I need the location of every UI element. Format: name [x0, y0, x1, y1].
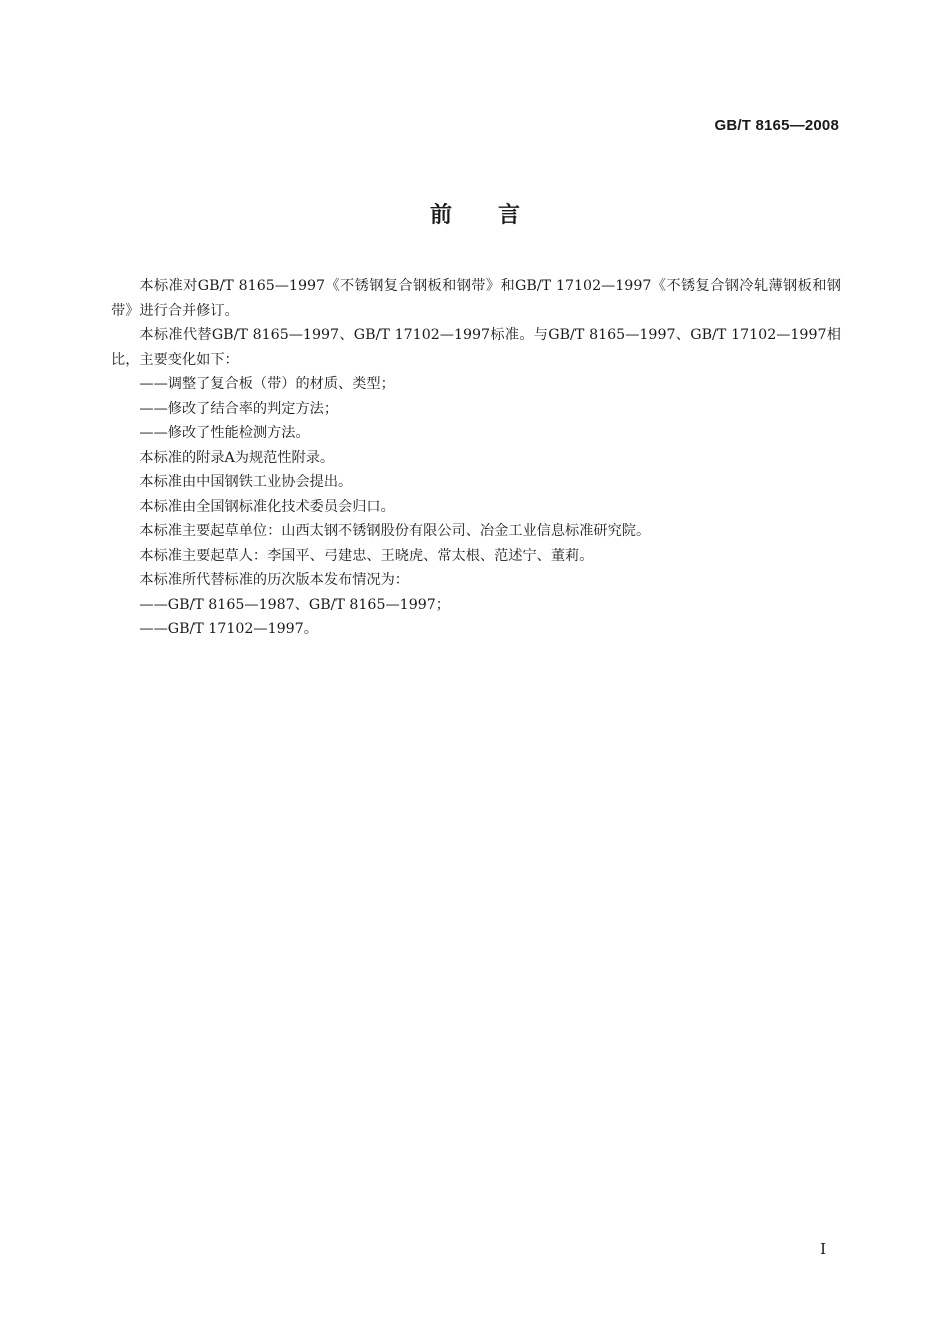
list-item-history-17102: ——GB/T 17102—1997。	[139, 621, 318, 637]
paragraph-history: 本标准所代替标准的历次版本发布情况为：	[139, 572, 409, 588]
paragraph-annex: 本标准的附录A为规范性附录。	[139, 449, 335, 466]
foreword-body	[111, 274, 841, 642]
list-item-change-bond-rate: ——修改了结合率的判定方法；	[139, 400, 339, 417]
page-number: I	[820, 1240, 826, 1258]
paragraph-under-jurisdiction: 本标准由全国钢标准化技术委员会归口。	[139, 498, 395, 515]
paragraph-proposed-by: 本标准由中国钢铁工业协会提出。	[139, 474, 353, 490]
paragraph-replaces: 本标准代替GB/T 8165—1997、GB/T 17102—1997标准。与GB/T 8165—1997、GB/T 17102—1997相比，主要变化如下：	[111, 327, 841, 368]
paragraph-drafters: 本标准主要起草人：李国平、弓建忠、王晓虎、常太根、范述宁、董莉。	[139, 547, 594, 564]
paragraph-drafting-units: 本标准主要起草单位：山西太钢不锈钢股份有限公司、冶金工业信息标准研究院。	[139, 523, 651, 539]
list-item-history-8165: ——GB/T 8165—1987、GB/T 8165—1997；	[139, 596, 450, 613]
list-item-change-testing: ——修改了性能检测方法。	[139, 425, 310, 441]
paragraph-merge-revision: 本标准对GB/T 8165—1997《不锈钢复合钢板和钢带》和GB/T 17102—1997《不锈复合钢冷轧薄钢板和钢带》进行合并修订。	[111, 278, 841, 319]
standard-number: GB/T 8165—2008	[714, 117, 839, 134]
page-title: 前言	[429, 203, 566, 228]
list-item-change-material: ——调整了复合板（带）的材质、类型；	[139, 376, 395, 392]
